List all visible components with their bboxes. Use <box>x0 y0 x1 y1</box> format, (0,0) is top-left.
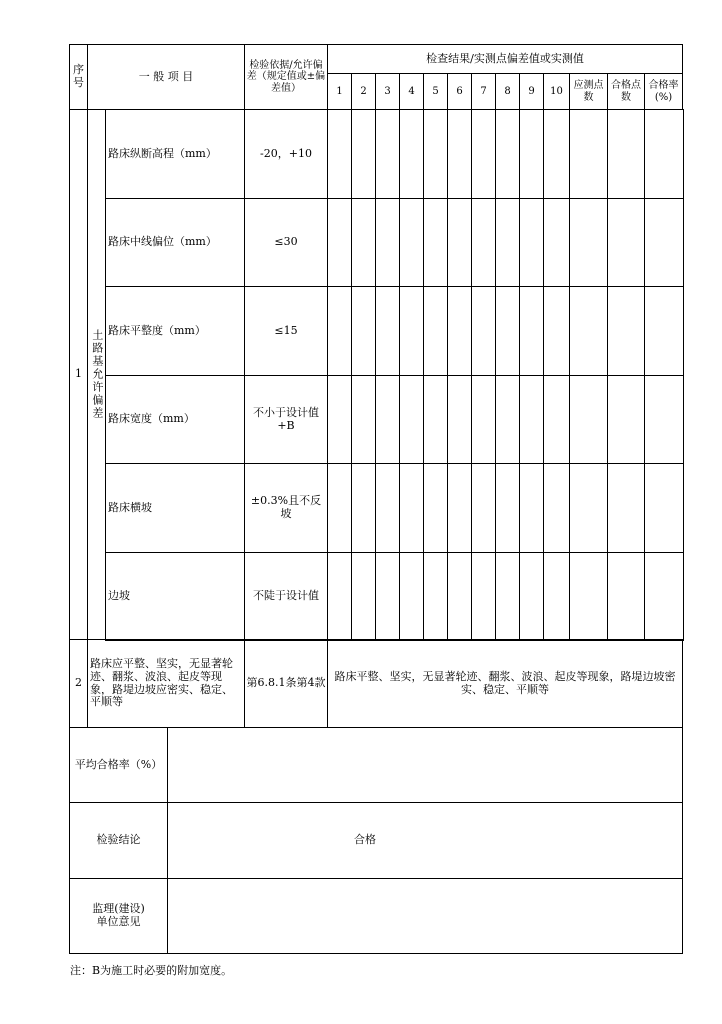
header-basis-text: 检验依据/允许偏差（规定值或±偏差值） <box>246 59 326 94</box>
group1-row-result-cell[interactable] <box>327 463 352 553</box>
group1-row-result-cell[interactable] <box>327 286 352 376</box>
group1-row-result-cell[interactable] <box>423 552 448 641</box>
group1-row-result-cell[interactable] <box>375 198 400 287</box>
group2-result <box>327 639 683 728</box>
header-col-4-text: 4 <box>408 85 415 97</box>
group1-row-result-cell[interactable] <box>447 286 472 376</box>
group1-row-result-cell[interactable] <box>519 286 544 376</box>
group1-row-result-cell[interactable] <box>543 109 570 199</box>
conclusion-value[interactable] <box>167 802 683 879</box>
conclusion-value-text: 合格 <box>354 833 376 847</box>
group1-row-item-text: 路床中线偏位（mm） <box>108 235 217 249</box>
group1-row-result-cell[interactable] <box>351 463 376 553</box>
header-col-3-text: 3 <box>384 85 391 97</box>
group1-row-result-cell[interactable] <box>495 375 520 464</box>
header-general-items <box>87 44 245 110</box>
avg-pass-rate-label-text: 平均合格率（%） <box>74 757 163 771</box>
group1-row-result-cell[interactable] <box>447 463 472 553</box>
group1-row-item <box>105 109 245 199</box>
group1-row-result-cell[interactable] <box>471 463 496 553</box>
header-col-8-text: 8 <box>504 85 511 97</box>
group1-row-basis-text: ≤15 <box>274 323 298 337</box>
group1-row-result-cell[interactable] <box>569 552 608 641</box>
group1-row-result-cell[interactable] <box>423 109 448 199</box>
group1-row-result-cell[interactable] <box>519 463 544 553</box>
group1-row-result-cell[interactable] <box>327 375 352 464</box>
group1-row-result-cell[interactable] <box>375 109 400 199</box>
group1-row-result-cell[interactable] <box>399 109 424 199</box>
group1-row-result-cell[interactable] <box>569 109 608 199</box>
group1-row-item <box>105 198 245 287</box>
header-seq-text: 序号 <box>73 63 84 89</box>
header-results <box>327 44 683 74</box>
group1-row-result-cell[interactable] <box>607 375 645 464</box>
avg-pass-rate-label <box>69 727 168 803</box>
header-seq <box>69 44 88 110</box>
supervisor-opinion-label-text: 监理(建设)单位意见 <box>92 902 145 928</box>
group1-row-result-cell[interactable] <box>327 198 352 287</box>
group1-row-basis <box>244 552 328 641</box>
group1-row-result-cell[interactable] <box>607 198 645 287</box>
conclusion-label <box>69 802 168 879</box>
group1-row-result-cell[interactable] <box>644 109 684 199</box>
header-general-items-text: 一 般 项 目 <box>138 69 194 83</box>
group1-row-result-cell[interactable] <box>471 109 496 199</box>
group1-row-result-cell[interactable] <box>607 286 645 376</box>
header-points-to-measure-text: 应测点数 <box>573 80 604 103</box>
group1-row-result-cell[interactable] <box>519 109 544 199</box>
header-col-10 <box>543 73 570 110</box>
group2-seq-text: 2 <box>75 676 82 690</box>
group2-seq <box>69 639 88 728</box>
group1-row-item-text: 路床纵断高程（mm） <box>108 146 217 160</box>
header-col-1 <box>327 73 352 110</box>
header-points-to-measure <box>569 73 608 110</box>
group1-row-item-text: 路床横坡 <box>108 500 152 514</box>
group1-row-result-cell[interactable] <box>447 109 472 199</box>
group1-row-result-cell[interactable] <box>519 375 544 464</box>
header-pass-rate-text: 合格率(%) <box>648 80 679 103</box>
group1-row-item <box>105 463 245 553</box>
group1-row-item <box>105 552 245 641</box>
group1-row-result-cell[interactable] <box>351 375 376 464</box>
group1-row-result-cell[interactable] <box>471 286 496 376</box>
group1-row-basis-text: 不小于设计值+B <box>253 405 319 432</box>
group1-row-result-cell[interactable] <box>495 198 520 287</box>
group1-row-basis-text: 不陡于设计值 <box>253 589 319 603</box>
group1-category-text: 土路基允许偏差 <box>90 329 104 420</box>
group1-row-result-cell[interactable] <box>543 375 570 464</box>
group1-row-result-cell[interactable] <box>495 552 520 641</box>
group1-row-result-cell[interactable] <box>495 463 520 553</box>
header-results-text: 检查结果/实测点偏差值或实测值 <box>426 51 584 65</box>
group1-row-result-cell[interactable] <box>543 286 570 376</box>
group1-row-item <box>105 375 245 464</box>
group1-row-result-cell[interactable] <box>607 463 645 553</box>
group1-row-result-cell[interactable] <box>543 198 570 287</box>
header-basis <box>244 44 328 110</box>
header-col-7 <box>471 73 496 110</box>
supervisor-opinion-label <box>69 878 168 954</box>
group1-row-result-cell[interactable] <box>399 463 424 553</box>
group1-row-result-cell[interactable] <box>447 198 472 287</box>
header-col-5-text: 5 <box>432 85 439 97</box>
group1-row-basis-text: ≤30 <box>274 235 298 249</box>
supervisor-opinion-value[interactable] <box>167 878 683 954</box>
group1-row-result-cell[interactable] <box>644 286 684 376</box>
group1-row-basis <box>244 286 328 376</box>
group1-row-result-cell[interactable] <box>327 109 352 199</box>
group1-row-basis <box>244 109 328 199</box>
header-pass-rate <box>644 73 683 110</box>
group1-row-result-cell[interactable] <box>375 463 400 553</box>
group1-row-result-cell[interactable] <box>399 552 424 641</box>
group1-row-result-cell[interactable] <box>447 375 472 464</box>
group1-row-result-cell[interactable] <box>375 375 400 464</box>
group1-row-basis <box>244 375 328 464</box>
group1-row-basis-text: ±0.3%且不反坡 <box>250 494 322 520</box>
group1-row-result-cell[interactable] <box>495 109 520 199</box>
group1-row-basis <box>244 463 328 553</box>
group1-row-item-text: 路床平整度（mm） <box>108 323 206 337</box>
group1-row-result-cell[interactable] <box>351 552 376 641</box>
header-col-2 <box>351 73 376 110</box>
group1-row-result-cell[interactable] <box>569 375 608 464</box>
header-col-6 <box>447 73 472 110</box>
group1-row-result-cell[interactable] <box>644 375 684 464</box>
group1-row-item <box>105 286 245 376</box>
group2-basis-text: 第6.8.1条第4款 <box>246 676 326 690</box>
header-col-2-text: 2 <box>360 85 367 97</box>
header-col-1-text: 1 <box>336 85 343 97</box>
group1-row-result-cell[interactable] <box>351 286 376 376</box>
group1-seq <box>69 109 88 640</box>
group1-row-result-cell[interactable] <box>375 552 400 641</box>
header-col-5 <box>423 73 448 110</box>
group1-row-basis <box>244 198 328 287</box>
header-col-7-text: 7 <box>480 85 487 97</box>
group1-row-item-text: 边坡 <box>108 589 130 603</box>
group2-item-text: 路床应平整、坚实，无显著轮迹、翻浆、波浪、起皮等现象，路堤边坡应密实、稳定、平顺等 <box>90 657 233 709</box>
group1-row-result-cell[interactable] <box>423 286 448 376</box>
group1-row-result-cell[interactable] <box>607 109 645 199</box>
avg-pass-rate-value[interactable] <box>167 727 683 803</box>
group1-row-result-cell[interactable] <box>351 109 376 199</box>
group1-category <box>87 109 106 640</box>
group1-row-result-cell[interactable] <box>644 463 684 553</box>
group1-row-result-cell[interactable] <box>644 198 684 287</box>
group1-row-result-cell[interactable] <box>399 198 424 287</box>
group1-row-basis-text: -20，+10 <box>260 146 312 160</box>
group1-row-result-cell[interactable] <box>569 198 608 287</box>
group1-row-result-cell[interactable] <box>327 552 352 641</box>
group1-row-result-cell[interactable] <box>471 198 496 287</box>
header-col-10-text: 10 <box>550 85 563 97</box>
header-col-3 <box>375 73 400 110</box>
header-col-9 <box>519 73 544 110</box>
group2-result-text: 路床平整、坚实，无显著轮迹、翻浆、波浪、起皮等现象，路堤边坡密实、稳定、平顺等 <box>334 669 676 696</box>
footnote: 注：B为施工时必要的附加宽度。 <box>70 964 233 977</box>
group2-basis <box>244 639 328 728</box>
group1-row-result-cell[interactable] <box>519 198 544 287</box>
group2-item <box>87 639 245 728</box>
group1-row-result-cell[interactable] <box>471 552 496 641</box>
group1-row-result-cell[interactable] <box>644 552 684 641</box>
header-col-9-text: 9 <box>528 85 535 97</box>
group1-row-result-cell[interactable] <box>423 198 448 287</box>
group1-row-result-cell[interactable] <box>399 375 424 464</box>
group1-row-result-cell[interactable] <box>399 286 424 376</box>
group1-row-result-cell[interactable] <box>569 286 608 376</box>
group1-row-result-cell[interactable] <box>569 463 608 553</box>
group1-row-result-cell[interactable] <box>543 463 570 553</box>
group1-row-result-cell[interactable] <box>471 375 496 464</box>
group1-row-item-text: 路床宽度（mm） <box>108 412 195 426</box>
group1-row-result-cell[interactable] <box>423 375 448 464</box>
group1-row-result-cell[interactable] <box>423 463 448 553</box>
group1-row-result-cell[interactable] <box>351 198 376 287</box>
group1-row-result-cell[interactable] <box>447 552 472 641</box>
group1-seq-text: 1 <box>75 367 82 381</box>
group1-row-result-cell[interactable] <box>495 286 520 376</box>
group1-row-result-cell[interactable] <box>543 552 570 641</box>
header-col-4 <box>399 73 424 110</box>
group1-row-result-cell[interactable] <box>607 552 645 641</box>
group1-row-result-cell[interactable] <box>375 286 400 376</box>
header-qualified-points <box>607 73 645 110</box>
header-col-8 <box>495 73 520 110</box>
header-col-6-text: 6 <box>456 85 463 97</box>
header-qualified-points-text: 合格点数 <box>611 80 641 103</box>
conclusion-label-text: 检验结论 <box>96 833 141 847</box>
group1-row-result-cell[interactable] <box>519 552 544 641</box>
